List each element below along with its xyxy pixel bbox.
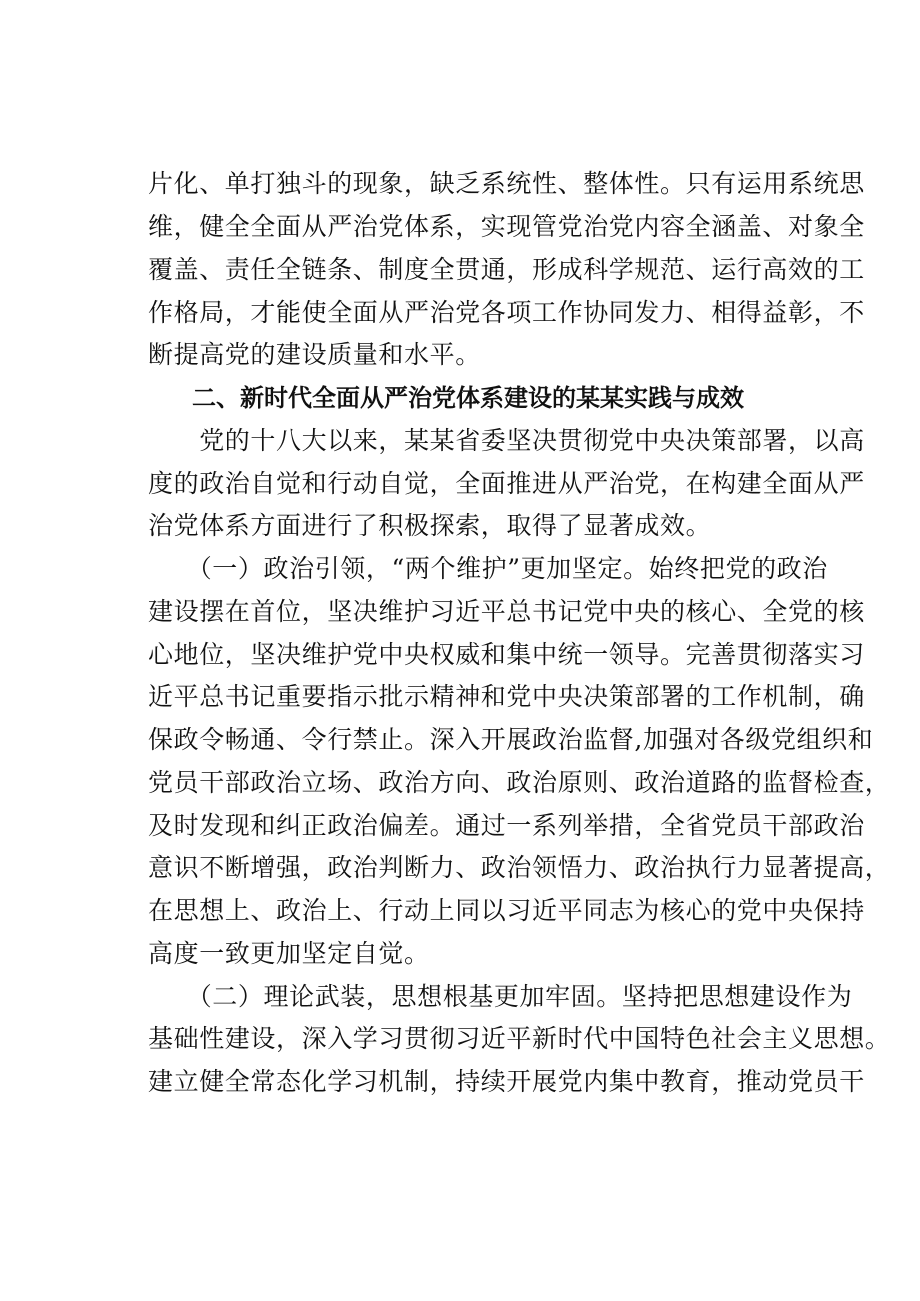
text-line: 治党体系方面进行了积极探索，取得了显著成效。 [148, 511, 712, 540]
text-line: 建设摆在首位，坚决维护习近平总书记党中央的核心、全党的核 [148, 597, 865, 626]
text-line: 意识不断增强，政治判断力、政治领悟力、政治执行力显著提高， [148, 853, 891, 882]
text-line: 维，健全全面从严治党体系，实现管党治党内容全涵盖、对象全 [148, 212, 865, 241]
text-line: 作格局，才能使全面从严治党各项工作协同发力、相得益彰，不 [148, 298, 865, 327]
text-line: 覆盖、责任全链条、制度全贯通，形成科学规范、运行高效的工 [148, 255, 865, 284]
text-line: 片化、单打独斗的现象，缺乏系统性、整体性。只有运用系统思 [148, 169, 865, 198]
text-line: （一）政治引领，“两个维护”更加坚定。始终把党的政治 [148, 554, 828, 583]
text-line: 断提高党的建设质量和水平。 [148, 340, 481, 369]
text-line: 党的十八大以来，某某省委坚决贯彻党中央决策部署，以高 [148, 426, 865, 455]
text-line: 近平总书记重要指示批示精神和党中央决策部署的工作机制，确 [148, 682, 865, 711]
section-heading: 二、新时代全面从严治党体系建设的某某实践与成效 [192, 384, 744, 412]
text-line: 党员干部政治立场、政治方向、政治原则、政治道路的监督检查， [148, 768, 891, 797]
text-line: 及时发现和纠正政治偏差。通过一系列举措，全省党员干部政治 [148, 811, 865, 840]
text-line: 高度一致更加坚定自觉。 [148, 939, 430, 968]
text-line: 基础性建设，深入学习贯彻习近平新时代中国特色社会主义思想。 [148, 1024, 891, 1053]
text-line: 心地位，坚决维护党中央权威和集中统一领导。完善贯彻落实习 [148, 640, 865, 669]
text-line: 保政令畅通、令行禁止。深入开展政治监督,加强对各级党组织和 [148, 725, 874, 754]
text-line: （二）理论武装，思想根基更加牢固。坚持把思想建设作为 [148, 982, 853, 1011]
text-line: 在思想上、政治上、行动上同以习近平同志为核心的党中央保持 [148, 896, 865, 925]
text-line: 建立健全常态化学习机制，持续开展党内集中教育，推动党员干 [148, 1067, 865, 1096]
text-line: 度的政治自觉和行动自觉，全面推进从严治党，在构建全面从严 [148, 469, 865, 498]
